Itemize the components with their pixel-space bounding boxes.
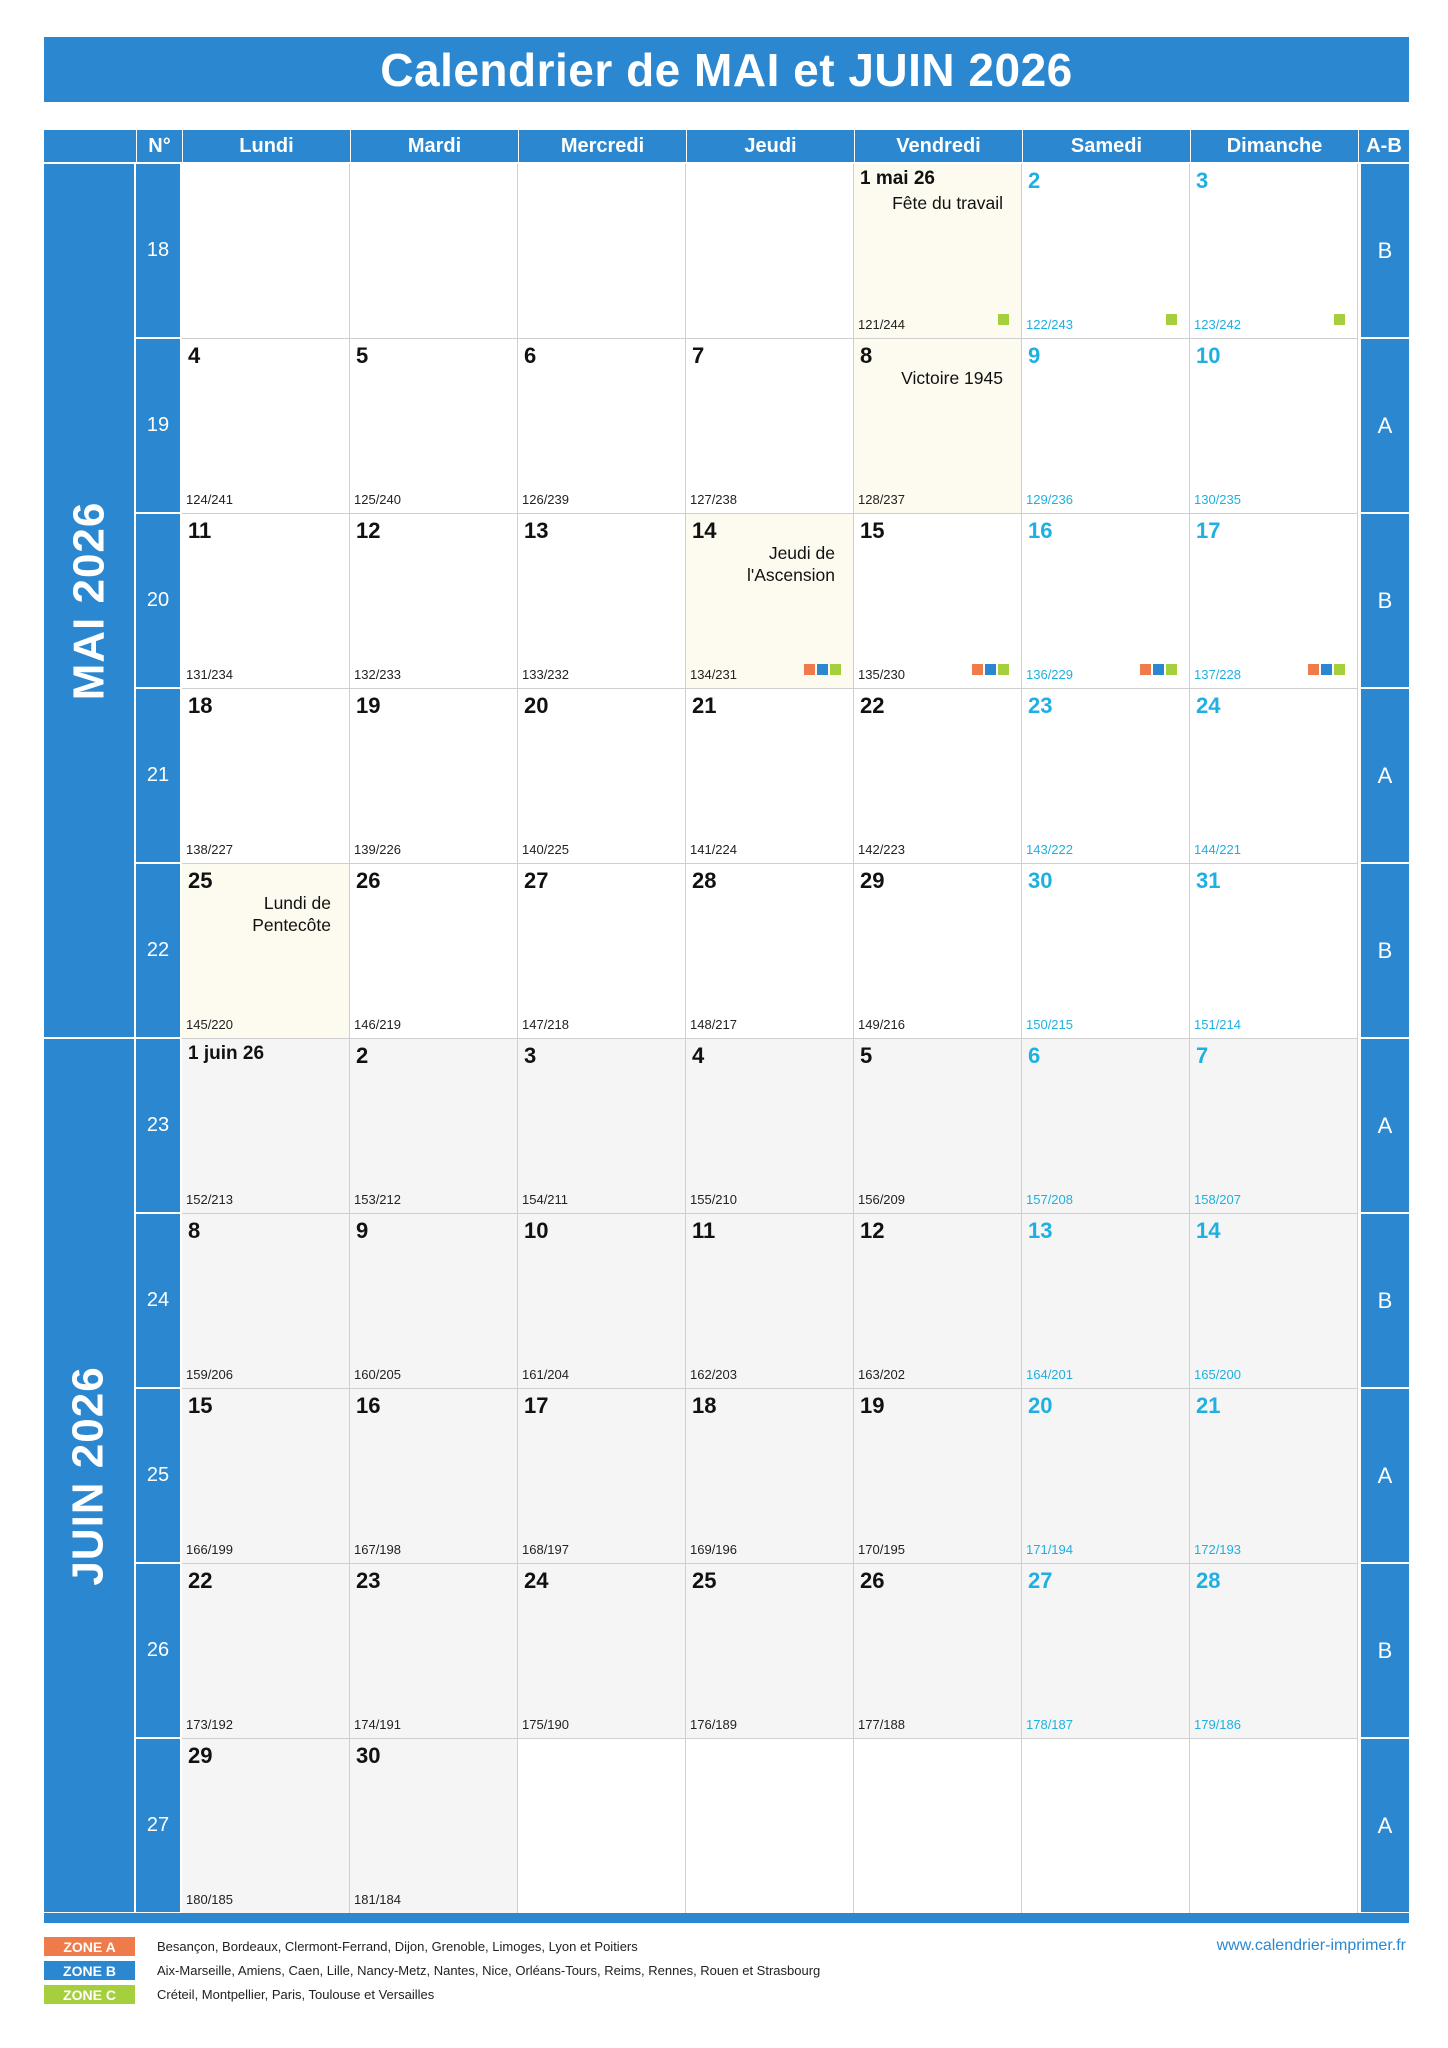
day-of-year: 152/213 — [186, 1192, 233, 1207]
day-number: 4 — [692, 1043, 705, 1068]
zone-cities-1: Aix-Marseille, Amiens, Caen, Lille, Nancy-Metz, Nantes, Nice, Orléans-Tours, Reims, Rennes, Rouen et Strasbourg — [157, 1963, 821, 1978]
zone-badge-2: ZONE C — [44, 1985, 135, 2004]
day-of-year: 177/188 — [858, 1717, 905, 1732]
zone-b-marker — [985, 664, 996, 675]
day-number: 9 — [1028, 343, 1041, 368]
day-cell[interactable] — [182, 514, 350, 689]
empty-cell — [182, 164, 350, 339]
day-number: 24 — [1196, 693, 1221, 718]
day-of-year: 134/231 — [690, 667, 737, 682]
month-label: MAI 2026 — [64, 501, 114, 700]
day-number: 15 — [188, 1393, 213, 1418]
zone-badge-0: ZONE A — [44, 1937, 135, 1956]
header-day-5: Samedi — [1022, 130, 1190, 162]
day-cell[interactable] — [1190, 339, 1358, 514]
day-of-year: 155/210 — [690, 1192, 737, 1207]
day-number: 16 — [356, 1393, 381, 1418]
week-ab: B — [1361, 164, 1409, 337]
header-day-4: Vendredi — [854, 130, 1022, 162]
day-number: 17 — [1196, 518, 1221, 543]
day-of-year: 133/232 — [522, 667, 569, 682]
day-cell[interactable] — [182, 1214, 350, 1389]
week-ab: B — [1361, 514, 1409, 687]
day-of-year: 181/184 — [354, 1892, 401, 1907]
day-cell[interactable] — [1022, 689, 1190, 864]
day-of-year: 180/185 — [186, 1892, 233, 1907]
week-ab: A — [1361, 689, 1409, 862]
website-link[interactable]: www.calendrier-imprimer.fr — [1216, 1937, 1406, 1954]
day-cell[interactable] — [1190, 1564, 1358, 1739]
week-number: 21 — [136, 689, 180, 862]
day-number: 5 — [356, 343, 369, 368]
zone-b-marker — [817, 664, 828, 675]
day-of-year: 159/206 — [186, 1367, 233, 1382]
day-of-year: 128/237 — [858, 492, 905, 507]
day-cell[interactable] — [350, 1739, 518, 1914]
day-cell[interactable] — [1022, 1389, 1190, 1564]
zone-a-marker — [1140, 664, 1151, 675]
day-number: 7 — [692, 343, 705, 368]
day-cell[interactable] — [854, 1564, 1022, 1739]
day-of-year: 125/240 — [354, 492, 401, 507]
day-of-year: 166/199 — [186, 1542, 233, 1557]
day-of-year: 179/186 — [1194, 1717, 1241, 1732]
day-number: 11 — [692, 1218, 716, 1243]
day-of-year: 135/230 — [858, 667, 905, 682]
week-ab: A — [1361, 1739, 1409, 1912]
day-number: 17 — [524, 1393, 549, 1418]
zone-cities-0: Besançon, Bordeaux, Clermont-Ferrand, Dijon, Grenoble, Limoges, Lyon et Poitiers — [157, 1939, 638, 1954]
week-ab: A — [1361, 1039, 1409, 1212]
day-number: 14 — [692, 518, 717, 543]
day-cell[interactable] — [518, 689, 686, 864]
day-number: 20 — [524, 693, 549, 718]
day-cell[interactable] — [686, 864, 854, 1039]
day-cell[interactable] — [350, 1564, 518, 1739]
school-holiday-markers — [998, 314, 1009, 325]
day-cell[interactable] — [686, 1039, 854, 1214]
month-label: JUIN 2026 — [64, 1365, 114, 1586]
week-ab: A — [1361, 1389, 1409, 1562]
page-title: Calendrier de MAI et JUIN 2026 — [380, 43, 1073, 96]
header-day-3: Jeudi — [686, 130, 854, 162]
day-of-year: 144/221 — [1194, 842, 1241, 857]
day-of-year: 174/191 — [354, 1717, 401, 1732]
day-number: 3 — [1196, 168, 1209, 193]
day-number: 24 — [524, 1568, 549, 1593]
day-of-year: 126/239 — [522, 492, 569, 507]
empty-cell — [518, 1739, 686, 1914]
day-of-year: 173/192 — [186, 1717, 233, 1732]
day-cell[interactable] — [518, 514, 686, 689]
day-of-year: 175/190 — [522, 1717, 569, 1732]
zone-b-marker — [1321, 664, 1332, 675]
day-cell[interactable] — [686, 514, 854, 689]
day-cell[interactable] — [854, 164, 1022, 339]
day-cell[interactable] — [1022, 864, 1190, 1039]
day-cell[interactable] — [1190, 164, 1358, 339]
week-number: 23 — [136, 1039, 180, 1212]
day-number: 14 — [1196, 1218, 1221, 1243]
day-number: 26 — [860, 1568, 885, 1593]
day-of-year: 153/212 — [354, 1192, 401, 1207]
day-number: 26 — [356, 868, 381, 893]
day-cell[interactable] — [350, 1039, 518, 1214]
day-number: 13 — [1028, 1218, 1053, 1243]
week-number: 24 — [136, 1214, 180, 1387]
day-cell[interactable] — [182, 1039, 350, 1214]
day-number: 6 — [1028, 1043, 1041, 1068]
day-number: 27 — [1028, 1568, 1053, 1593]
day-number: 28 — [1196, 1568, 1221, 1593]
day-number: 1 juin 26 — [188, 1043, 265, 1064]
holiday-label: Jeudi de l'Ascension — [747, 543, 835, 585]
day-number: 21 — [1196, 1393, 1221, 1418]
week-number: 25 — [136, 1389, 180, 1562]
day-cell[interactable] — [350, 864, 518, 1039]
day-number: 18 — [188, 693, 213, 718]
header-day-2: Mercredi — [518, 130, 686, 162]
day-of-year: 151/214 — [1194, 1017, 1241, 1032]
day-of-year: 168/197 — [522, 1542, 569, 1557]
day-of-year: 147/218 — [522, 1017, 569, 1032]
day-number: 13 — [524, 518, 549, 543]
day-cell[interactable] — [1190, 514, 1358, 689]
day-of-year: 122/243 — [1026, 317, 1073, 332]
day-cell[interactable] — [1190, 1039, 1358, 1214]
day-number: 18 — [692, 1393, 717, 1418]
day-number: 20 — [1028, 1393, 1053, 1418]
day-number: 16 — [1028, 518, 1053, 543]
school-holiday-markers — [804, 664, 841, 675]
zone-c-marker — [1334, 664, 1345, 675]
day-number: 22 — [188, 1568, 213, 1593]
header-day-1: Mardi — [350, 130, 518, 162]
zone-c-marker — [1166, 664, 1177, 675]
day-cell[interactable] — [1190, 1214, 1358, 1389]
day-of-year: 136/229 — [1026, 667, 1073, 682]
day-cell[interactable] — [854, 1214, 1022, 1389]
week-number: 22 — [136, 864, 180, 1037]
day-of-year: 161/204 — [522, 1367, 569, 1382]
day-number: 5 — [860, 1043, 873, 1068]
day-number: 10 — [1196, 343, 1221, 368]
day-of-year: 127/238 — [690, 492, 737, 507]
day-of-year: 130/235 — [1194, 492, 1241, 507]
day-number: 25 — [692, 1568, 717, 1593]
day-of-year: 167/198 — [354, 1542, 401, 1557]
day-of-year: 169/196 — [690, 1542, 737, 1557]
day-number: 1 mai 26 — [860, 168, 935, 189]
day-number: 28 — [692, 868, 717, 893]
day-of-year: 142/223 — [858, 842, 905, 857]
day-of-year: 146/219 — [354, 1017, 401, 1032]
day-number: 2 — [356, 1043, 369, 1068]
day-number: 29 — [860, 868, 885, 893]
day-number: 9 — [356, 1218, 369, 1243]
day-cell[interactable] — [854, 1389, 1022, 1564]
day-number: 27 — [524, 868, 549, 893]
zone-cities-2: Créteil, Montpellier, Paris, Toulouse et Versailles — [157, 1987, 435, 2002]
header-ab: A-B — [1358, 130, 1409, 162]
header-week-number: N° — [136, 130, 182, 162]
day-of-year: 131/234 — [186, 667, 233, 682]
zone-a-marker — [804, 664, 815, 675]
day-of-year: 162/203 — [690, 1367, 737, 1382]
day-cell[interactable] — [854, 689, 1022, 864]
day-of-year: 171/194 — [1026, 1542, 1073, 1557]
day-cell[interactable] — [1022, 1039, 1190, 1214]
day-of-year: 165/200 — [1194, 1367, 1241, 1382]
day-cell[interactable] — [350, 1214, 518, 1389]
day-of-year: 124/241 — [186, 492, 233, 507]
day-of-year: 149/216 — [858, 1017, 905, 1032]
zone-c-marker — [998, 314, 1009, 325]
week-number: 26 — [136, 1564, 180, 1737]
zone-a-marker — [972, 664, 983, 675]
holiday-label: Victoire 1945 — [901, 368, 1003, 388]
day-of-year: 129/236 — [1026, 492, 1073, 507]
day-cell[interactable] — [1190, 864, 1358, 1039]
week-ab: B — [1361, 864, 1409, 1037]
day-of-year: 140/225 — [522, 842, 569, 857]
day-number: 23 — [356, 1568, 381, 1593]
day-number: 4 — [188, 343, 201, 368]
empty-cell — [518, 164, 686, 339]
empty-cell — [854, 1739, 1022, 1914]
day-of-year: 138/227 — [186, 842, 233, 857]
day-cell[interactable] — [854, 339, 1022, 514]
day-of-year: 148/217 — [690, 1017, 737, 1032]
day-number: 12 — [860, 1218, 885, 1243]
day-cell[interactable] — [1022, 164, 1190, 339]
day-cell[interactable] — [518, 1389, 686, 1564]
day-of-year: 160/205 — [354, 1367, 401, 1382]
day-cell[interactable] — [182, 864, 350, 1039]
day-of-year: 137/228 — [1194, 667, 1241, 682]
day-cell[interactable] — [518, 864, 686, 1039]
empty-cell — [1190, 1739, 1358, 1914]
day-of-year: 121/244 — [858, 317, 905, 332]
day-of-year: 156/209 — [858, 1192, 905, 1207]
day-cell[interactable] — [686, 339, 854, 514]
day-number: 11 — [188, 518, 212, 543]
day-cell[interactable] — [1022, 339, 1190, 514]
week-number: 18 — [136, 164, 180, 337]
day-of-year: 132/233 — [354, 667, 401, 682]
week-ab: B — [1361, 1214, 1409, 1387]
empty-cell — [1022, 1739, 1190, 1914]
day-number: 15 — [860, 518, 885, 543]
day-of-year: 143/222 — [1026, 842, 1073, 857]
day-cell[interactable] — [854, 864, 1022, 1039]
day-number: 25 — [188, 868, 213, 893]
day-cell[interactable] — [686, 1214, 854, 1389]
day-number: 3 — [524, 1043, 537, 1068]
empty-cell — [350, 164, 518, 339]
day-cell[interactable] — [686, 1389, 854, 1564]
day-cell[interactable] — [182, 1564, 350, 1739]
zone-b-marker — [1153, 664, 1164, 675]
day-number: 12 — [356, 518, 381, 543]
day-cell[interactable] — [182, 1389, 350, 1564]
day-number: 21 — [692, 693, 717, 718]
day-number: 29 — [188, 1743, 213, 1768]
day-cell[interactable] — [350, 339, 518, 514]
day-of-year: 170/195 — [858, 1542, 905, 1557]
week-ab: A — [1361, 339, 1409, 512]
day-of-year: 158/207 — [1194, 1192, 1241, 1207]
calendar-title-bar — [44, 37, 1409, 102]
school-holiday-markers — [1308, 664, 1345, 675]
empty-cell — [686, 164, 854, 339]
day-of-year: 141/224 — [690, 842, 737, 857]
zone-a-marker — [1308, 664, 1319, 675]
day-number: 30 — [356, 1743, 381, 1768]
header-day-0: Lundi — [182, 130, 350, 162]
school-holiday-markers — [1166, 314, 1177, 325]
bottom-divider — [44, 1913, 1409, 1923]
week-number: 27 — [136, 1739, 180, 1912]
day-cell[interactable] — [182, 1739, 350, 1914]
day-of-year: 157/208 — [1026, 1192, 1073, 1207]
day-number: 2 — [1028, 168, 1041, 193]
day-of-year: 163/202 — [858, 1367, 905, 1382]
week-number: 20 — [136, 514, 180, 687]
day-cell[interactable] — [182, 689, 350, 864]
holiday-label: Fête du travail — [892, 193, 1003, 213]
month-band-1 — [44, 1039, 134, 1912]
day-cell[interactable] — [518, 1564, 686, 1739]
day-of-year: 178/187 — [1026, 1717, 1073, 1732]
day-of-year: 176/189 — [690, 1717, 737, 1732]
day-number: 31 — [1196, 868, 1221, 893]
empty-cell — [686, 1739, 854, 1914]
month-band-0 — [44, 164, 134, 1037]
day-cell[interactable] — [350, 514, 518, 689]
day-of-year: 150/215 — [1026, 1017, 1073, 1032]
header-month-spacer — [44, 130, 136, 162]
day-cell[interactable] — [1022, 514, 1190, 689]
week-number: 19 — [136, 339, 180, 512]
zone-c-marker — [1334, 314, 1345, 325]
day-cell[interactable] — [854, 1039, 1022, 1214]
day-cell[interactable] — [518, 1214, 686, 1389]
day-cell[interactable] — [350, 689, 518, 864]
day-cell[interactable] — [686, 1564, 854, 1739]
day-of-year: 139/226 — [354, 842, 401, 857]
zone-c-marker — [1166, 314, 1177, 325]
day-number: 7 — [1196, 1043, 1209, 1068]
holiday-label: Lundi de Pentecôte — [252, 893, 331, 935]
day-cell[interactable] — [1190, 1389, 1358, 1564]
day-number: 30 — [1028, 868, 1053, 893]
zone-badge-1: ZONE B — [44, 1961, 135, 1980]
day-cell[interactable] — [854, 514, 1022, 689]
zone-c-marker — [830, 664, 841, 675]
week-ab: B — [1361, 1564, 1409, 1737]
day-number: 23 — [1028, 693, 1053, 718]
day-of-year: 172/193 — [1194, 1542, 1241, 1557]
school-holiday-markers — [1140, 664, 1177, 675]
day-cell[interactable] — [518, 1039, 686, 1214]
day-number: 8 — [188, 1218, 201, 1243]
day-cell[interactable] — [1190, 689, 1358, 864]
day-cell[interactable] — [518, 339, 686, 514]
day-number: 8 — [860, 343, 873, 368]
day-number: 10 — [524, 1218, 549, 1243]
day-number: 19 — [356, 693, 381, 718]
day-number: 6 — [524, 343, 537, 368]
zone-c-marker — [998, 664, 1009, 675]
day-cell[interactable] — [1022, 1564, 1190, 1739]
day-cell[interactable] — [686, 689, 854, 864]
day-cell[interactable] — [182, 339, 350, 514]
school-holiday-markers — [1334, 314, 1345, 325]
day-number: 22 — [860, 693, 885, 718]
day-cell[interactable] — [350, 1389, 518, 1564]
day-of-year: 164/201 — [1026, 1367, 1073, 1382]
header-day-6: Dimanche — [1190, 130, 1358, 162]
day-of-year: 145/220 — [186, 1017, 233, 1032]
school-holiday-markers — [972, 664, 1009, 675]
day-of-year: 123/242 — [1194, 317, 1241, 332]
day-cell[interactable] — [1022, 1214, 1190, 1389]
day-number: 19 — [860, 1393, 885, 1418]
day-of-year: 154/211 — [522, 1192, 569, 1207]
